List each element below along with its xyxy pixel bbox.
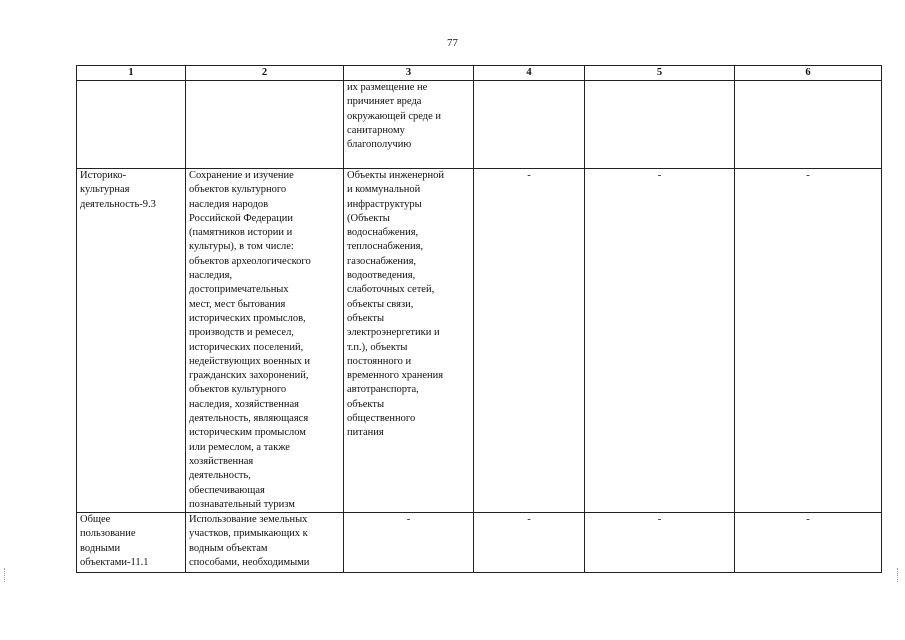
table-cell: -: [474, 169, 585, 513]
table-cell: -: [474, 513, 585, 573]
table-cell: [474, 81, 585, 169]
page-number: 77: [447, 37, 458, 49]
column-header: 1: [77, 66, 186, 81]
table-cell: -: [735, 169, 882, 513]
column-header: 4: [474, 66, 585, 81]
table-cell: [735, 81, 882, 169]
column-header: 2: [186, 66, 344, 81]
table-cell: -: [344, 513, 474, 573]
table-cell: Общее пользование водными объектами-11.1: [77, 513, 186, 573]
table-cell: их размещение не причиняет вреда окружающей среде и санитарному благополучию: [344, 81, 474, 169]
header-row: [77, 66, 882, 81]
table-cell: Сохранение и изучение объектов культурного наследия народов Российской Федерации (памятников истории и культуры), в том числе: объектов археологического наследия, достопримечательных мест, мест бытования исторических промыслов, производств и ремесел, исторических поселений, недействующих военных и гражданских захоронений, объектов культурного наследия, хозяйственная деятельность, являющаяся историческим промыслом или ремеслом, а также хозяйственная деятельность, обеспечивающая познавательный туризм: [186, 169, 344, 513]
column-header: 5: [585, 66, 735, 81]
table-cell: Объекты инженерной и коммунальной инфраструктуры (Объекты водоснабжения, теплоснабжения, газоснабжения, водоотведения, слаботочных сетей, объекты связи, объекты электроэнергетики и т.п.), объекты постоянного и временного хранения автотранспорта, объекты общественного питания: [344, 169, 474, 513]
table-row: [77, 169, 882, 513]
table-row: [77, 513, 882, 573]
column-header: 3: [344, 66, 474, 81]
scan-edge-mark: [897, 568, 901, 582]
scan-edge-mark: [4, 568, 8, 582]
table-cell: Историко- культурная деятельность-9.3: [77, 169, 186, 513]
table-cell: -: [735, 513, 882, 573]
table-cell: -: [585, 513, 735, 573]
table-row: [77, 81, 882, 169]
table-cell: Использование земельных участков, примыкающих к водным объектам способами, необходимыми: [186, 513, 344, 573]
table-cell: [585, 81, 735, 169]
table-cell: -: [585, 169, 735, 513]
column-header: 6: [735, 66, 882, 81]
table-cell: [186, 81, 344, 169]
land-use-table: [76, 65, 882, 573]
table-cell: [77, 81, 186, 169]
